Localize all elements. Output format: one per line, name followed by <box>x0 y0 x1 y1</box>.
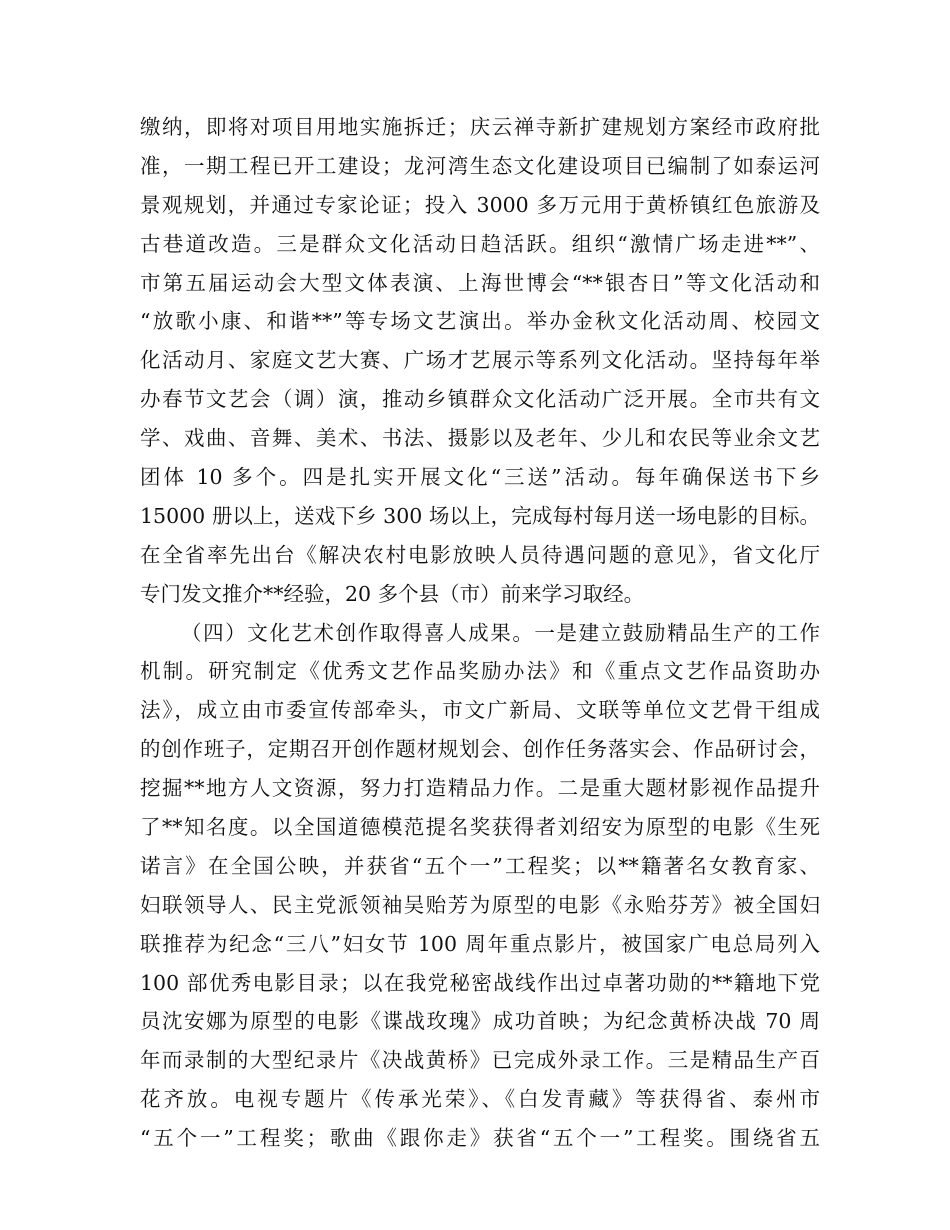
text-line: 员沈安娜为原型的电影《谍战玫瑰》成功首映；为纪念黄桥决战 70 周 <box>140 1009 820 1034</box>
text-line: 妇联领导人、民主党派领袖吴贻芳为原型的电影《永贻芬芳》被全国妇 <box>140 892 820 917</box>
text-line: 准，一期工程已开工建设；龙河湾生态文化建设项目已编制了如泰运河 <box>140 153 820 178</box>
text-line: 在全省率先出台《解决农村电影放映人员待遇问题的意见》，省文化厅 <box>140 542 820 567</box>
text-line: 年而录制的大型纪录片《决战黄桥》已完成外录工作。三是精品生产百 <box>140 1048 820 1073</box>
text-line: 古巷道改造。三是群众文化活动日趋活跃。组织“激情广场走进**”、 <box>140 231 820 256</box>
body-text <box>140 108 820 1158</box>
text-line: 团体 10 多个。四是扎实开展文化“三送”活动。每年确保送书下乡 <box>140 465 820 490</box>
text-line: 15000 册以上，送戏下乡 300 场以上，完成每村每月送一场电影的目标。 <box>140 503 820 528</box>
text-line: 花齐放。电视专题片《传承光荣》、《白发青藏》等获得省、泰州市 <box>140 1087 820 1112</box>
text-line: 了**知名度。以全国道德模范提名奖获得者刘绍安为原型的电影《生死 <box>140 815 820 840</box>
text-line: 100 部优秀电影目录；以在我党秘密战线作出过卓著功勋的**籍地下党 <box>140 970 820 995</box>
text-line: 办春节文艺会（调）演，推动乡镇群众文化活动广泛开展。全市共有文 <box>140 387 820 412</box>
text-line: 学、戏曲、音舞、美术、书法、摄影以及老年、少儿和农民等业余文艺 <box>140 426 820 451</box>
text-line: “放歌小康、和谐**”等专场文艺演出。举办金秋文化活动周、校园文 <box>140 309 820 334</box>
text-line: 法》，成立由市委宣传部牵头，市文广新局、文联等单位文艺骨干组成 <box>140 698 820 723</box>
text-line: 化活动月、家庭文艺大赛、广场才艺展示等系列文化活动。坚持每年举 <box>140 348 820 373</box>
paragraph-end-line: 专门发文推介**经验，20 多个县（市）前来学习取经。 <box>140 581 645 606</box>
text-line: 诺言》在全国公映，并获省“五个一”工程奖；以**籍著名女教育家、 <box>140 853 820 878</box>
text-line: 机制。研究制定《优秀文艺作品奖励办法》和《重点文艺作品资助办 <box>140 659 820 684</box>
text-line: 的创作班子，定期召开创作题材规划会、创作任务落实会、作品研讨会， <box>140 737 820 762</box>
text-line: 挖掘**地方人文资源，努力打造精品力作。二是重大题材影视作品提升 <box>140 776 820 801</box>
text-line: 联推荐为纪念“三八”妇女节 100 周年重点影片，被国家广电总局列入 <box>140 931 820 956</box>
text-line: 市第五届运动会大型文体表演、上海世博会“**银杏日”等文化活动和 <box>140 270 820 295</box>
text-line: 景观规划，并通过专家论证；投入 3000 多万元用于黄桥镇红色旅游及 <box>140 192 820 217</box>
section-heading-line: （四）文化艺术创作取得喜人成果。一是建立鼓励精品生产的工作 <box>181 620 820 645</box>
text-line: 缴纳，即将对项目用地实施拆迁；庆云禅寺新扩建规划方案经市政府批 <box>140 115 820 139</box>
text-line: “五个一”工程奖；歌曲《跟你走》获省“五个一”工程奖。围绕省五 <box>140 1126 820 1151</box>
